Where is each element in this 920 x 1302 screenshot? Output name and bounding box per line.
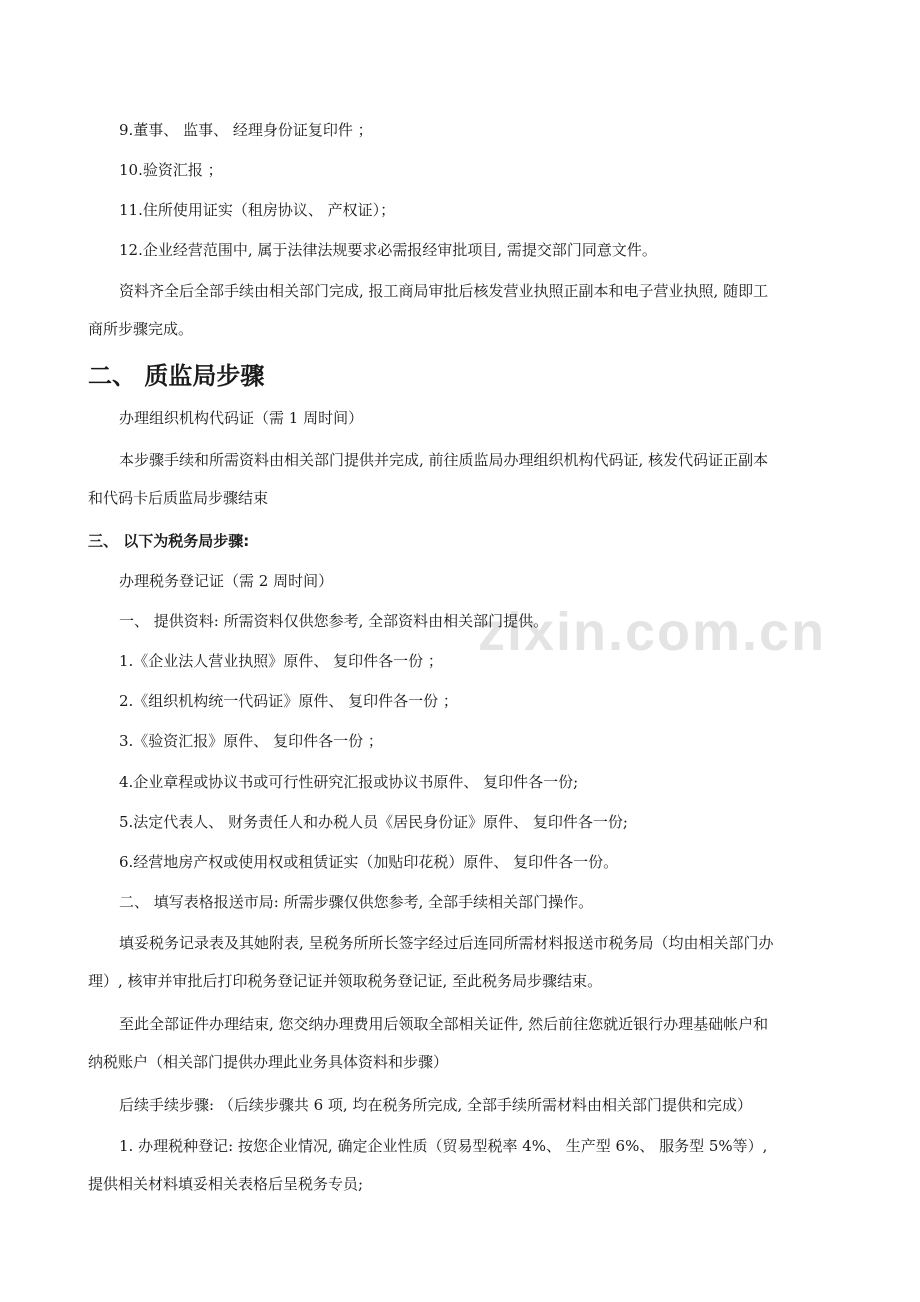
paragraph-quality-line1: 本步骤手续和所需资料由相关部门提供并完成, 前往质监局办理组织机构代码证, 核发代码证正副本 — [119, 451, 769, 469]
paragraph-complete-line1: 资料齐全后全部手续由相关部门完成, 报工商局审批后核发营业执照正副本和电子营业执照, 随即工 — [119, 282, 769, 300]
list-item-6: 6.经营地房产权或使用权或租赁证实（加贴印花税）原件、 复印件各一份。 — [119, 853, 619, 871]
section-heading-2: 二、 质监局步骤 — [88, 362, 265, 390]
paragraph-tax-record-line1: 填妥税务记录表及其她附表, 呈税务所所长签字经过后连同所需材料报送市税务局（均由相关部门办 — [119, 934, 774, 952]
list-item-11: 11.住所使用证实（租房协议、 产权证）； — [119, 201, 396, 219]
list-item-9: 9.董事、 监事、 经理身份证复印件 ； — [119, 121, 373, 139]
paragraph-code-cert: 办理组织机构代码证（需 1 周时间） — [119, 409, 364, 427]
paragraph-certificates-line2: 纳税账户（相关部门提供办理此业务具体资料和步骤） — [88, 1053, 449, 1071]
paragraph-tax-record-line2: 理）, 核审并审批后打印税务登记证并领取税务登记证, 至此税务局步骤结束。 — [88, 972, 603, 990]
paragraph-fill-forms: 二、 填写表格报送市局: 所需步骤仅供您参考, 全部手续相关部门操作。 — [119, 893, 594, 911]
list-item-3: 3.《验资汇报》原件、 复印件各一份 ； — [119, 732, 383, 750]
list-item-12: 12.企业经营范围中, 属于法律法规要求必需报经审批项目, 需提交部门同意文件。 — [119, 241, 657, 259]
paragraph-provide-materials: 一、 提供资料: 所需资料仅供您参考, 全部资料由相关部门提供。 — [119, 612, 549, 630]
section-heading-3: 三、 以下为税务局步骤: — [88, 532, 250, 550]
paragraph-tax-type-line2: 提供相关材料填妥相关表格后呈税务专员; — [88, 1175, 364, 1193]
paragraph-followup: 后续手续步骤: （后续步骤共 6 项, 均在税务所完成, 全部手续所需材料由相关部门提供和完成） — [119, 1096, 752, 1114]
watermark: zixin.com.cn — [478, 602, 827, 662]
paragraph-certificates-line1: 至此全部证件办理结束, 您交纳办理费用后领取全部相关证件, 然后前往您就近银行办理基础帐户和 — [119, 1015, 769, 1033]
list-item-4: 4.企业章程或协议书或可行性研究汇报或协议书原件、 复印件各一份; — [119, 773, 579, 791]
list-item-1: 1.《企业法人营业执照》原件、 复印件各一份 ； — [119, 652, 443, 670]
paragraph-tax-cert: 办理税务登记证（需 2 周时间） — [119, 572, 334, 590]
paragraph-complete-line2: 商所步骤完成。 — [88, 320, 194, 338]
paragraph-tax-type-line1: 1. 办理税种登记: 按您企业情况, 确定企业性质（贸易型税率 4%、 生产型 6%、 服务型 5%等）, — [119, 1137, 768, 1155]
list-item-5: 5.法定代表人、 财务责任人和办税人员《居民身份证》原件、 复印件各一份; — [119, 813, 628, 831]
list-item-2: 2.《组织机构统一代码证》原件、 复印件各一份 ； — [119, 692, 458, 710]
list-item-10: 10.验资汇报 ； — [119, 161, 223, 179]
paragraph-quality-line2: 和代码卡后质监局步骤结束 — [88, 489, 269, 507]
